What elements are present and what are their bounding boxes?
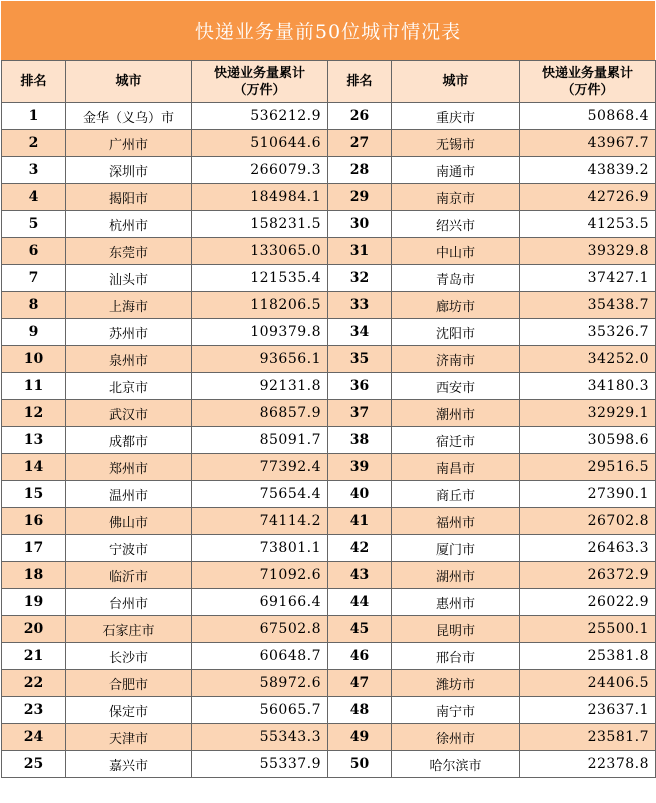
volume-cell: 133065.0 xyxy=(192,238,328,265)
header-row xyxy=(2,61,656,103)
table-row xyxy=(2,238,656,265)
table-row xyxy=(2,535,656,562)
header-volume-line1: 快递业务量累计 xyxy=(541,65,633,81)
rank-cell: 35 xyxy=(328,346,392,373)
city-cell: 北京市 xyxy=(66,373,192,400)
rank-cell: 46 xyxy=(328,643,392,670)
city-cell: 佛山市 xyxy=(66,508,192,535)
volume-cell: 536212.9 xyxy=(192,103,328,130)
volume-cell: 26463.3 xyxy=(520,535,656,562)
table-row xyxy=(2,481,656,508)
rank-cell: 45 xyxy=(328,616,392,643)
rank-cell: 17 xyxy=(2,535,66,562)
rank-cell: 36 xyxy=(328,373,392,400)
city-cell: 南京市 xyxy=(392,184,520,211)
city-cell: 商丘市 xyxy=(392,481,520,508)
volume-cell: 55337.9 xyxy=(192,751,328,778)
rank-cell: 33 xyxy=(328,292,392,319)
rank-cell: 50 xyxy=(328,751,392,778)
rank-cell: 10 xyxy=(2,346,66,373)
volume-cell: 39329.8 xyxy=(520,238,656,265)
city-cell: 湖州市 xyxy=(392,562,520,589)
rank-cell: 40 xyxy=(328,481,392,508)
volume-cell: 29516.5 xyxy=(520,454,656,481)
city-cell: 成都市 xyxy=(66,427,192,454)
rank-cell: 41 xyxy=(328,508,392,535)
rank-cell: 4 xyxy=(2,184,66,211)
header-rank-left: 排名 xyxy=(2,61,66,103)
table-row xyxy=(2,292,656,319)
table-row xyxy=(2,103,656,130)
volume-cell: 26702.8 xyxy=(520,508,656,535)
header-volume-left xyxy=(192,61,328,103)
header-city-right: 城市 xyxy=(392,61,520,103)
volume-cell: 67502.8 xyxy=(192,616,328,643)
table-row xyxy=(2,373,656,400)
table-row xyxy=(2,265,656,292)
city-cell: 西安市 xyxy=(392,373,520,400)
volume-cell: 85091.7 xyxy=(192,427,328,454)
city-cell: 南宁市 xyxy=(392,697,520,724)
volume-cell: 22378.8 xyxy=(520,751,656,778)
city-cell: 保定市 xyxy=(66,697,192,724)
rank-cell: 38 xyxy=(328,427,392,454)
rank-cell: 1 xyxy=(2,103,66,130)
city-cell: 台州市 xyxy=(66,589,192,616)
rank-cell: 22 xyxy=(2,670,66,697)
header-rank-right: 排名 xyxy=(328,61,392,103)
volume-cell: 25500.1 xyxy=(520,616,656,643)
city-cell: 杭州市 xyxy=(66,211,192,238)
city-cell: 福州市 xyxy=(392,508,520,535)
volume-cell: 109379.8 xyxy=(192,319,328,346)
volume-cell: 77392.4 xyxy=(192,454,328,481)
rank-cell: 8 xyxy=(2,292,66,319)
table-row xyxy=(2,670,656,697)
header-city-left: 城市 xyxy=(66,61,192,103)
volume-cell: 32929.1 xyxy=(520,400,656,427)
volume-cell: 34252.0 xyxy=(520,346,656,373)
volume-cell: 93656.1 xyxy=(192,346,328,373)
volume-cell: 43839.2 xyxy=(520,157,656,184)
volume-cell: 25381.8 xyxy=(520,643,656,670)
city-cell: 苏州市 xyxy=(66,319,192,346)
rank-cell: 34 xyxy=(328,319,392,346)
rank-cell: 13 xyxy=(2,427,66,454)
rank-cell: 9 xyxy=(2,319,66,346)
table-row xyxy=(2,643,656,670)
rank-cell: 48 xyxy=(328,697,392,724)
volume-cell: 92131.8 xyxy=(192,373,328,400)
table-row xyxy=(2,130,656,157)
table-row xyxy=(2,562,656,589)
rank-cell: 5 xyxy=(2,211,66,238)
volume-cell: 50868.4 xyxy=(520,103,656,130)
table-row xyxy=(2,346,656,373)
rank-cell: 7 xyxy=(2,265,66,292)
rank-cell: 49 xyxy=(328,724,392,751)
table-row xyxy=(2,211,656,238)
rank-cell: 31 xyxy=(328,238,392,265)
rank-cell: 44 xyxy=(328,589,392,616)
volume-cell: 23637.1 xyxy=(520,697,656,724)
city-cell: 武汉市 xyxy=(66,400,192,427)
volume-cell: 27390.1 xyxy=(520,481,656,508)
city-cell: 温州市 xyxy=(66,481,192,508)
rank-cell: 11 xyxy=(2,373,66,400)
rank-cell: 27 xyxy=(328,130,392,157)
header-volume-line2: （万件） xyxy=(233,82,286,98)
city-cell: 东莞市 xyxy=(66,238,192,265)
rank-cell: 21 xyxy=(2,643,66,670)
table-row xyxy=(2,427,656,454)
rank-cell: 37 xyxy=(328,400,392,427)
volume-cell: 41253.5 xyxy=(520,211,656,238)
city-cell: 南昌市 xyxy=(392,454,520,481)
rank-cell: 16 xyxy=(2,508,66,535)
city-cell: 昆明市 xyxy=(392,616,520,643)
city-cell: 南通市 xyxy=(392,157,520,184)
city-cell: 惠州市 xyxy=(392,589,520,616)
table-row xyxy=(2,697,656,724)
volume-cell: 55343.3 xyxy=(192,724,328,751)
table-row xyxy=(2,508,656,535)
volume-cell: 23581.7 xyxy=(520,724,656,751)
rank-cell: 18 xyxy=(2,562,66,589)
volume-cell: 56065.7 xyxy=(192,697,328,724)
city-cell: 深圳市 xyxy=(66,157,192,184)
rank-cell: 32 xyxy=(328,265,392,292)
rank-cell: 12 xyxy=(2,400,66,427)
city-cell: 金华（义乌）市 xyxy=(66,103,192,130)
volume-cell: 71092.6 xyxy=(192,562,328,589)
volume-cell: 74114.2 xyxy=(192,508,328,535)
volume-cell: 35438.7 xyxy=(520,292,656,319)
city-cell: 青岛市 xyxy=(392,265,520,292)
volume-cell: 158231.5 xyxy=(192,211,328,238)
header-volume-line2: （万件） xyxy=(561,82,614,98)
city-cell: 哈尔滨市 xyxy=(392,751,520,778)
city-cell: 潍坊市 xyxy=(392,670,520,697)
city-cell: 沈阳市 xyxy=(392,319,520,346)
city-cell: 临沂市 xyxy=(66,562,192,589)
volume-cell: 34180.3 xyxy=(520,373,656,400)
rank-cell: 25 xyxy=(2,751,66,778)
city-cell: 中山市 xyxy=(392,238,520,265)
table-row xyxy=(2,589,656,616)
city-cell: 合肥市 xyxy=(66,670,192,697)
city-cell: 郑州市 xyxy=(66,454,192,481)
city-cell: 厦门市 xyxy=(392,535,520,562)
rank-cell: 43 xyxy=(328,562,392,589)
city-cell: 嘉兴市 xyxy=(66,751,192,778)
rank-cell: 26 xyxy=(328,103,392,130)
city-cell: 邢台市 xyxy=(392,643,520,670)
city-cell: 济南市 xyxy=(392,346,520,373)
city-cell: 广州市 xyxy=(66,130,192,157)
volume-cell: 35326.7 xyxy=(520,319,656,346)
rank-cell: 28 xyxy=(328,157,392,184)
table-row xyxy=(2,157,656,184)
city-cell: 重庆市 xyxy=(392,103,520,130)
rank-cell: 3 xyxy=(2,157,66,184)
volume-cell: 26372.9 xyxy=(520,562,656,589)
volume-cell: 26022.9 xyxy=(520,589,656,616)
volume-cell: 510644.6 xyxy=(192,130,328,157)
rank-cell: 14 xyxy=(2,454,66,481)
table-title: 快递业务量前50位城市情况表 xyxy=(1,1,655,60)
rank-cell: 29 xyxy=(328,184,392,211)
city-cell: 廊坊市 xyxy=(392,292,520,319)
volume-cell: 24406.5 xyxy=(520,670,656,697)
rank-cell: 47 xyxy=(328,670,392,697)
table-row xyxy=(2,400,656,427)
city-cell: 揭阳市 xyxy=(66,184,192,211)
volume-cell: 43967.7 xyxy=(520,130,656,157)
rank-cell: 39 xyxy=(328,454,392,481)
rank-cell: 19 xyxy=(2,589,66,616)
city-cell: 绍兴市 xyxy=(392,211,520,238)
city-ranking-table-container xyxy=(1,1,655,801)
city-cell: 潮州市 xyxy=(392,400,520,427)
rank-cell: 20 xyxy=(2,616,66,643)
city-cell: 宁波市 xyxy=(66,535,192,562)
volume-cell: 75654.4 xyxy=(192,481,328,508)
volume-cell: 60648.7 xyxy=(192,643,328,670)
city-cell: 石家庄市 xyxy=(66,616,192,643)
table-row xyxy=(2,724,656,751)
volume-cell: 184984.1 xyxy=(192,184,328,211)
volume-cell: 69166.4 xyxy=(192,589,328,616)
rank-cell: 15 xyxy=(2,481,66,508)
city-cell: 徐州市 xyxy=(392,724,520,751)
city-cell: 天津市 xyxy=(66,724,192,751)
rank-cell: 6 xyxy=(2,238,66,265)
volume-cell: 118206.5 xyxy=(192,292,328,319)
table-row xyxy=(2,184,656,211)
volume-cell: 73801.1 xyxy=(192,535,328,562)
volume-cell: 42726.9 xyxy=(520,184,656,211)
rank-cell: 30 xyxy=(328,211,392,238)
city-cell: 无锡市 xyxy=(392,130,520,157)
table-row xyxy=(2,319,656,346)
rank-cell: 42 xyxy=(328,535,392,562)
volume-cell: 121535.4 xyxy=(192,265,328,292)
city-cell: 上海市 xyxy=(66,292,192,319)
rank-cell: 24 xyxy=(2,724,66,751)
header-volume-right xyxy=(520,61,656,103)
table-row xyxy=(2,454,656,481)
city-cell: 泉州市 xyxy=(66,346,192,373)
city-cell: 长沙市 xyxy=(66,643,192,670)
city-cell: 宿迁市 xyxy=(392,427,520,454)
volume-cell: 37427.1 xyxy=(520,265,656,292)
city-cell: 汕头市 xyxy=(66,265,192,292)
volume-cell: 266079.3 xyxy=(192,157,328,184)
header-volume-line1: 快递业务量累计 xyxy=(213,65,305,81)
volume-cell: 30598.6 xyxy=(520,427,656,454)
ranking-table xyxy=(1,60,656,778)
rank-cell: 23 xyxy=(2,697,66,724)
volume-cell: 86857.9 xyxy=(192,400,328,427)
table-row xyxy=(2,616,656,643)
rank-cell: 2 xyxy=(2,130,66,157)
table-row xyxy=(2,751,656,778)
volume-cell: 58972.6 xyxy=(192,670,328,697)
